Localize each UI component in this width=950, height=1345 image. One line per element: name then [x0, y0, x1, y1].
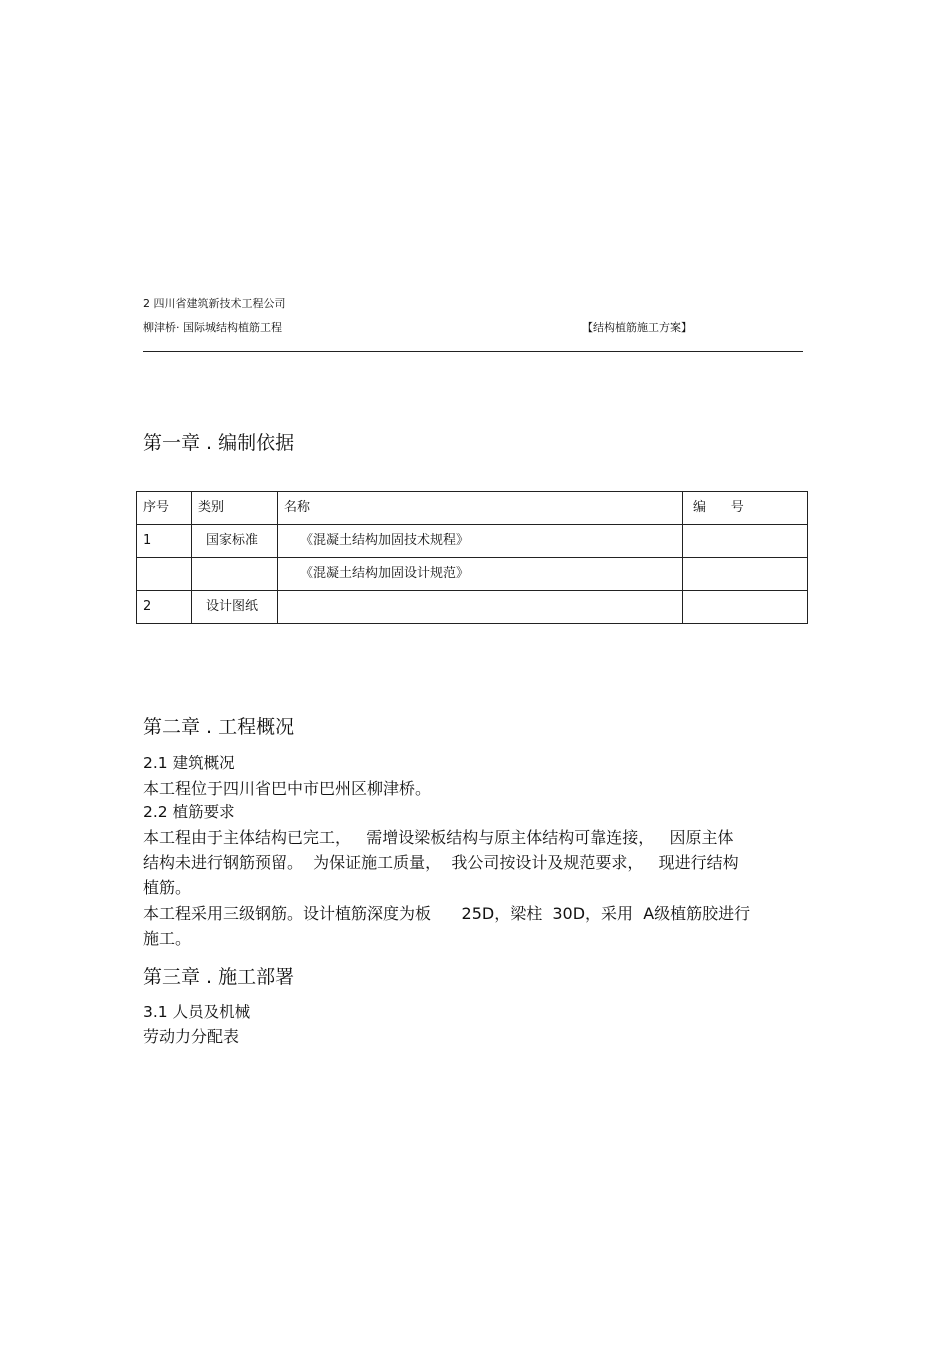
cell-type: 国家标准 [192, 525, 278, 558]
header-cell-seq: 序号 [137, 492, 192, 525]
cell-name: 《混凝土结构加固设计规范》 [278, 558, 683, 591]
table-header-row [137, 492, 808, 525]
table-row [137, 591, 808, 624]
chapter1-title: 第一章 . 编制依据 [143, 432, 295, 454]
cell-name [278, 591, 683, 624]
section-3-1-title: 3.1 人员及机械 [143, 1003, 251, 1021]
section-3-1-text: 劳动力分配表 [143, 1027, 240, 1046]
cell-type: 设计图纸 [192, 591, 278, 624]
header-company: 2 四川省建筑新技术工程公司 [143, 297, 286, 310]
cell-seq [137, 558, 192, 591]
section-2-1-title: 2.1 建筑概况 [143, 754, 235, 772]
chapter2-title: 第二章 . 工程概况 [143, 716, 295, 738]
table-row [137, 558, 808, 591]
header-cell-code: 编 号 [683, 492, 808, 525]
cell-code [683, 525, 808, 558]
cell-seq: 1 [137, 525, 192, 558]
cell-code [683, 591, 808, 624]
cell-type [192, 558, 278, 591]
header-doc-title: 【结构植筋施工方案】 [582, 321, 692, 334]
paragraph-line: 结构未进行钢筋预留。 为保证施工质量， 我公司按设计及规范要求， 现进行结构 [143, 853, 739, 872]
paragraph-line: 施工。 [143, 929, 192, 948]
header-cell-type: 类别 [192, 492, 278, 525]
cell-code [683, 558, 808, 591]
paragraph-line: 植筋。 [143, 878, 192, 897]
chapter3-title: 第三章 . 施工部署 [143, 966, 295, 988]
paragraph-line: 本工程由于主体结构已完工， 需增设梁板结构与原主体结构可靠连接， 因原主体 [143, 828, 734, 847]
section-2-1-text: 本工程位于四川省巴中市巴州区柳津桥。 [143, 779, 432, 798]
table-row [137, 525, 808, 558]
header-project: 柳津桥· 国际城结构植筋工程 [143, 321, 282, 334]
section-2-2-title: 2.2 植筋要求 [143, 803, 235, 821]
header-divider [143, 351, 803, 352]
header-cell-name: 名称 [278, 492, 683, 525]
cell-name: 《混凝土结构加固技术规程》 [278, 525, 683, 558]
cell-seq: 2 [137, 591, 192, 624]
paragraph-line: 本工程采用三级钢筋。设计植筋深度为板 25D，梁柱 30D，采用 A级植筋胶进行 [143, 904, 751, 923]
reference-table [136, 491, 808, 624]
